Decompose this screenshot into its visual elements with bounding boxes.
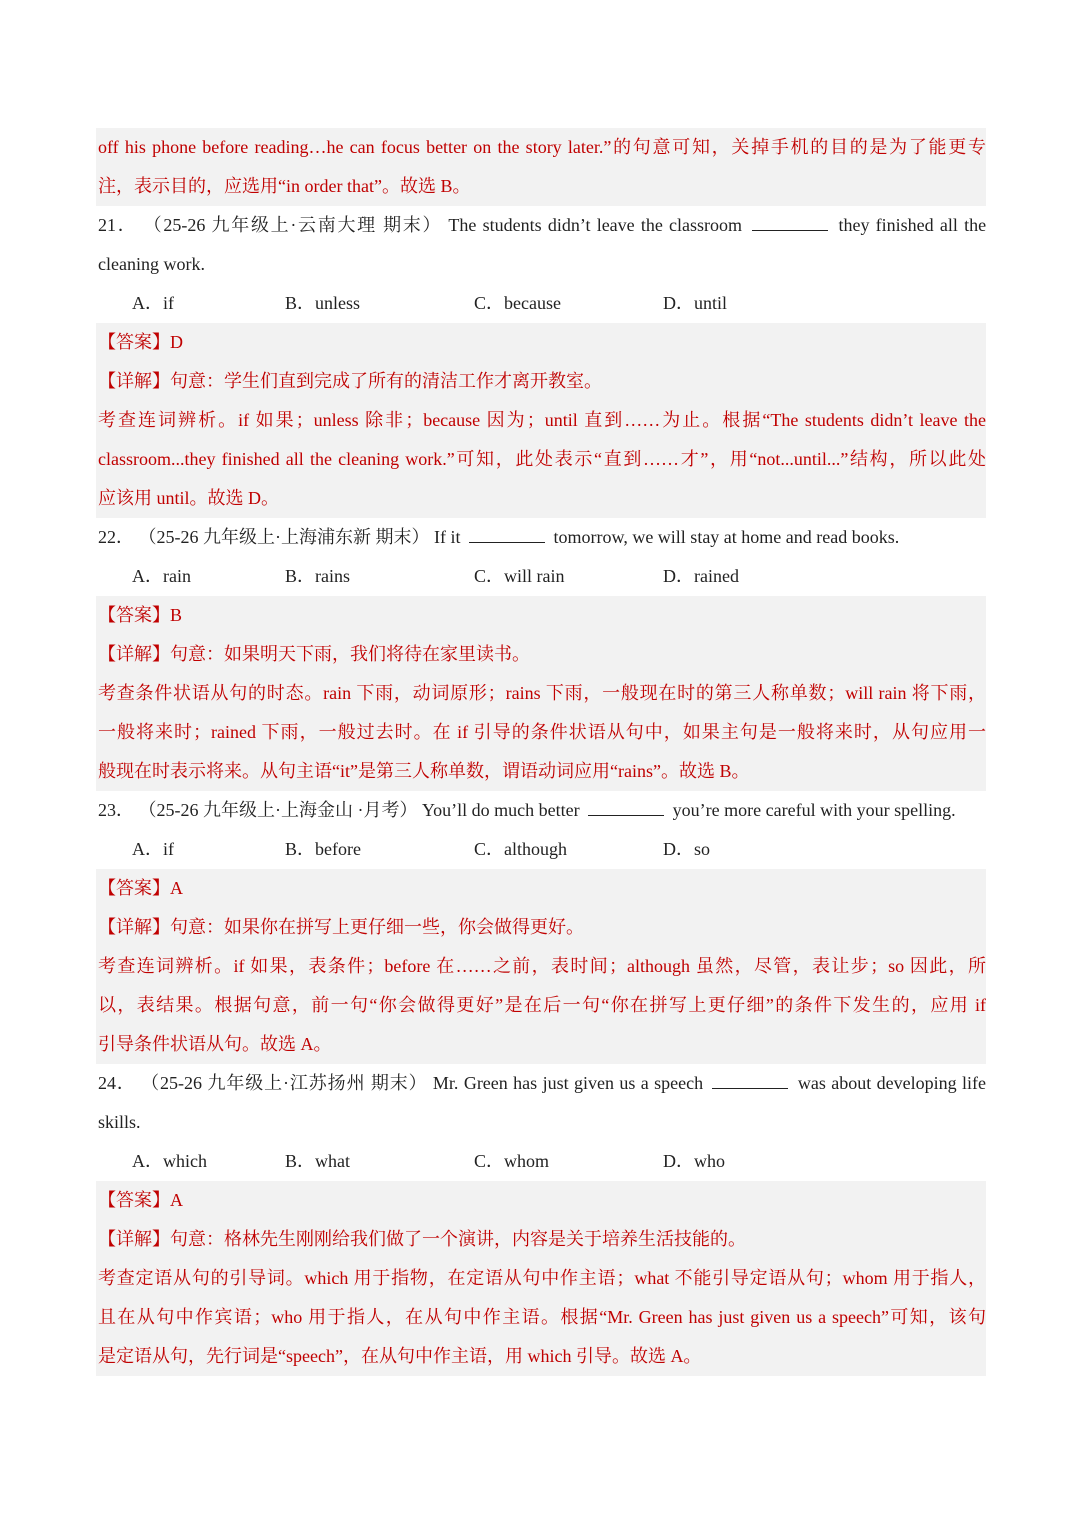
question-number: 22．: [98, 527, 134, 547]
translation-text: 句意：如果你在拼写上更仔细一些，你会做得更好。: [170, 917, 584, 937]
translation-text: 句意：学生们直到完成了所有的清洁工作才离开教室。: [170, 371, 602, 391]
stem-after-blank: you’re more careful with your spelling.: [672, 800, 956, 820]
stem-before-blank: You’ll do much better: [421, 800, 580, 820]
translation-line: [96, 908, 986, 947]
option-b: B．unless: [285, 293, 361, 313]
options-row: [96, 830, 986, 869]
stem-after-blank: tomorrow, we will stay at home and read books.: [553, 527, 900, 547]
question-stem: [96, 1064, 986, 1103]
question-21: [96, 206, 986, 518]
translation-line: [96, 1220, 986, 1259]
question-source: （25-26 九年级上·云南大理 期末）: [143, 215, 443, 235]
option-a: A．which: [132, 1151, 207, 1171]
question-number: 24．: [98, 1073, 136, 1093]
explanation-label: 【详解】: [98, 371, 170, 391]
analysis-line: 一般将来时；rained 下雨，一般过去时。在 if 引导的条件状语从句中，如果主句是一般将来时，从句应用一: [98, 722, 986, 742]
analysis-line: 引导条件状语从句。故选 A。: [98, 1034, 332, 1054]
explanation-label: 【详解】: [98, 644, 170, 664]
explanation-label: 【详解】: [98, 1229, 170, 1249]
option-b: B．before: [285, 839, 361, 859]
option-d: D．so: [663, 839, 711, 859]
answer-block: [96, 596, 986, 791]
question-stem-continued: skills.: [98, 1112, 141, 1132]
answer-line: 【答案】A: [98, 878, 183, 898]
worksheet-page: [96, 128, 986, 1376]
translation-line: [96, 635, 986, 674]
analysis-line: 考查条件状语从句的时态。rain 下雨，动词原形；rains 下雨，一般现在时的第三人称单数；will rain 将下雨，: [98, 683, 986, 703]
option-b: B．what: [285, 1151, 350, 1171]
analysis-line: 且在从句中作宾语；who 用于指人，在从句中作主语。根据“Mr. Green has just given us a speech”可知，该句: [98, 1307, 986, 1327]
question-22: [96, 518, 986, 791]
option-a: A．if: [132, 839, 174, 859]
option-a: A．rain: [132, 566, 191, 586]
analysis-line: 是定语从句，先行词是“speech”，在从句中作主语，用 which 引导。故选 A。: [98, 1346, 702, 1366]
analysis-line: 应该用 until。故选 D。: [98, 488, 280, 508]
stem-before-blank: The students didn’t leave the classroom: [448, 215, 743, 235]
analysis-line: 考查连词辨析。if 如果，表条件；before 在……之前，表时间；although 虽然，尽管，表让步；so 因此，所: [98, 956, 986, 976]
question-stem-continued: cleaning work.: [98, 254, 205, 274]
stem-before-blank: Mr. Green has just given us a speech: [432, 1073, 704, 1093]
option-c: C．because: [474, 293, 561, 313]
option-b: B．rains: [285, 566, 350, 586]
question-source: （25-26 九年级上·上海金山 ·月考）: [138, 800, 418, 820]
answer-block: [96, 1181, 986, 1376]
answer-line: 【答案】A: [98, 1190, 183, 1210]
answer-blank: [712, 1074, 788, 1089]
question-stem: [96, 791, 986, 830]
question-24: [96, 1064, 986, 1376]
answer-blank: [588, 801, 664, 816]
options-row: [96, 284, 986, 323]
question-stem: [96, 206, 986, 245]
answer-line: 【答案】D: [98, 332, 183, 352]
options-row: [96, 557, 986, 596]
question-source: （25-26 九年级上·上海浦东新 期末）: [138, 527, 430, 547]
answer-block: [96, 869, 986, 1064]
option-c: C．whom: [474, 1151, 550, 1171]
translation-line: [96, 362, 986, 401]
explanation-label: 【详解】: [98, 917, 170, 937]
answer-line: 【答案】B: [98, 605, 183, 625]
previous-explanation-block: [96, 128, 986, 206]
question-stem: [96, 518, 986, 557]
question-23: [96, 791, 986, 1064]
question-number: 21．: [98, 215, 138, 235]
options-row: [96, 1142, 986, 1181]
option-d: D．who: [663, 1151, 725, 1171]
stem-after-blank: was about developing life: [797, 1073, 986, 1093]
question-source: （25-26 九年级上·江苏扬州 期末）: [141, 1073, 428, 1093]
analysis-line: 考查连词辨析。if 如果；unless 除非；because 因为；until 直到……为止。根据“The students didn’t leave the: [98, 410, 986, 430]
stem-after-blank: they finished all the: [838, 215, 986, 235]
option-c: C．although: [474, 839, 567, 859]
translation-text: 句意：格林先生刚刚给我们做了一个演讲，内容是关于培养生活技能的。: [170, 1229, 746, 1249]
explanation-line: off his phone before reading…he can focus better on the story later.”的句意可知，关掉手机的目的是为了能更专: [98, 137, 986, 157]
explanation-line: 注，表示目的，应选用“in order that”。故选 B。: [98, 176, 471, 196]
analysis-line: 以，表结果。根据句意，前一句“你会做得更好”是在后一句“你在拼写上更仔细”的条件下发生的，应用 if: [98, 995, 986, 1015]
stem-before-blank: If it: [434, 527, 461, 547]
answer-blank: [752, 216, 828, 231]
analysis-line: 般现在时表示将来。从句主语“it”是第三人称单数，谓语动词应用“rains”。故选 B。: [98, 761, 750, 781]
option-d: D．rained: [663, 566, 739, 586]
answer-block: [96, 323, 986, 518]
translation-text: 句意：如果明天下雨，我们将待在家里读书。: [170, 644, 530, 664]
option-d: D．until: [663, 293, 728, 313]
analysis-line: classroom...they finished all the cleaning work.”可知，此处表示“直到……才”，用“not...until...”结构，所以此处: [98, 449, 986, 469]
question-number: 23．: [98, 800, 134, 820]
answer-blank: [469, 528, 545, 543]
option-c: C．will rain: [474, 566, 565, 586]
analysis-line: 考查定语从句的引导词。which 用于指物，在定语从句中作主语；what 不能引导定语从句；whom 用于指人，: [98, 1268, 986, 1288]
option-a: A．if: [132, 293, 174, 313]
